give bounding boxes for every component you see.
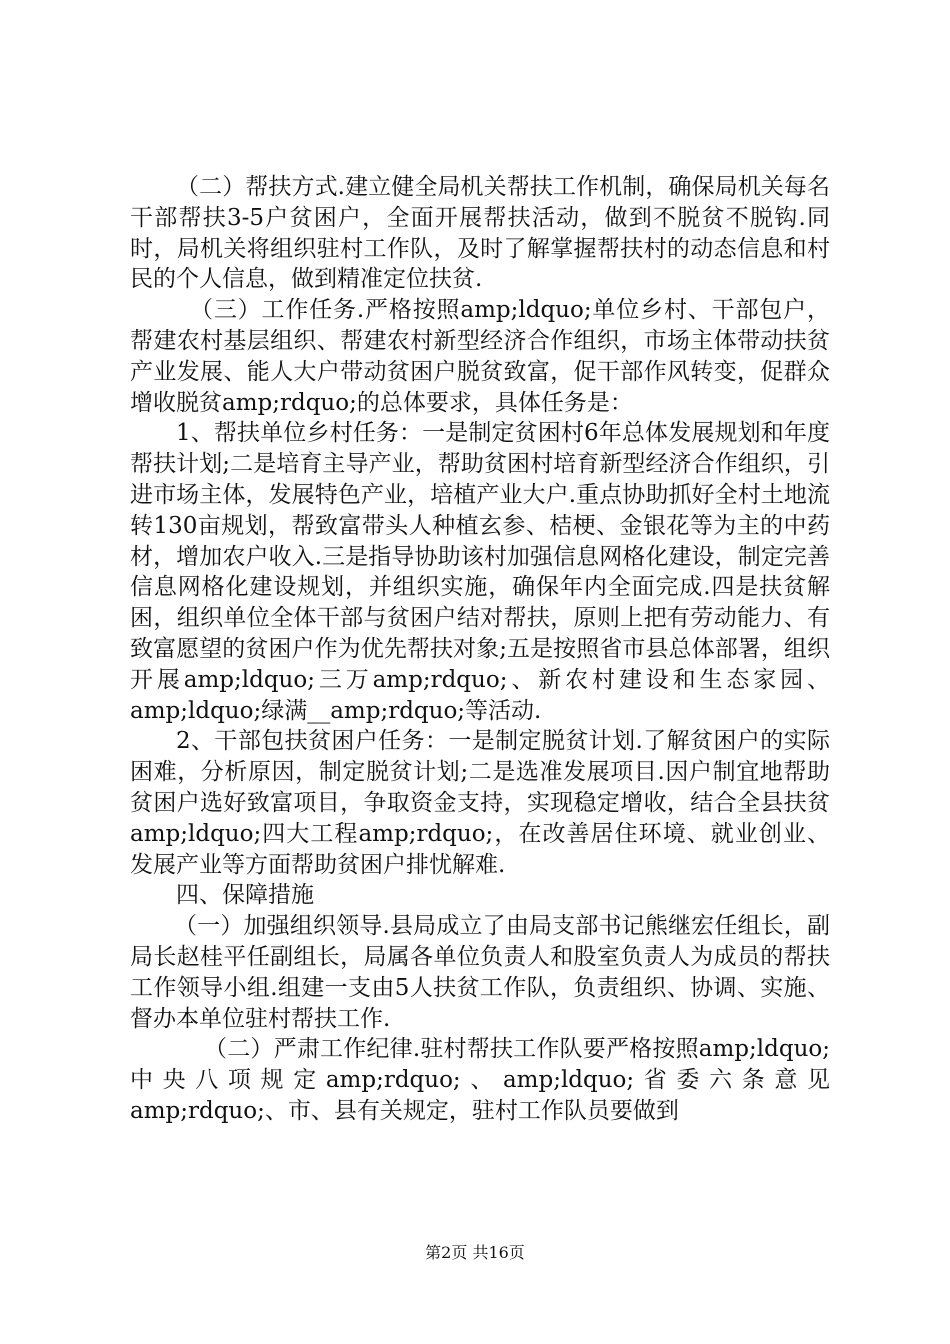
paragraph-household-tasks: 2、干部包扶贫困户任务：一是制定脱贫计划.了解贫困户的实际困难，分析原因，制定脱贫计划;二是选准发展项目.因户制宜地帮助贫困户选好致富项目，争取资金支持，实现稳定增收，结合全县扶贫amp;ldquo;四大工程amp;rdquo;，在改善居住环境、就业创业、发展产业等方面帮助贫困户排忧解难. <box>130 728 830 878</box>
paragraph-work-discipline: （二）严肃工作纪律.驻村帮扶工作队要严格按照amp;ldquo;中央八项规定amp;rdquo;、amp;ldquo;省委六条意见amp;rdquo;、市、县有关规定，驻村工作队员要做到 <box>130 1036 830 1124</box>
paragraph-help-method: （二）帮扶方式.建立健全局机关帮扶工作机制，确保局机关每名干部帮扶3-5户贫困户，全面开展帮扶活动，做到不脱贫不脱钩.同时，局机关将组织驻村工作队，及时了解掌握帮扶村的动态信息和村民的个人信息，做到精准定位扶贫. <box>130 174 830 293</box>
paragraph-organization-leadership: （一）加强组织领导.县局成立了由局支部书记熊继宏任组长，副局长赵桂平任副组长，局属各单位负责人和股室负责人为成员的帮扶工作领导小组.组建一支由5人扶贫工作队，负责组织、协调、实施、督办本单位驻村帮扶工作. <box>130 913 830 1032</box>
paragraph-village-tasks: 1、帮扶单位乡村任务：一是制定贫困村6年总体发展规划和年度帮扶计划;二是培育主导产业，帮助贫困村培育新型经济合作组织，引进市场主体，发展特色产业，培植产业大户.重点协助抓好全村土地流转130亩规划，帮致富带头人种植玄参、桔梗、金银花等为主的中药材，增加农户收入.三是指导协助该村加强信息网格化建设，制定完善信息网格化建设规划，并组织实施，确保年内全面完成.四是扶贫解困，组织单位全体干部与贫困户结对帮扶，原则上把有劳动能力、有致富愿望的贫困户作为优先帮扶对象;五是按照省市县总体部署，组织开展amp;ldquo;三万amp;rdquo;、新农村建设和生态家园、amp;ldquo;绿满__amp;rdquo;等活动. <box>130 420 830 724</box>
section-heading-safeguards: 四、保障措施 <box>176 882 314 909</box>
document-body <box>130 172 830 1127</box>
paragraph-work-tasks: （三）工作任务.严格按照amp;ldquo;单位乡村、干部包户，帮建农村基层组织、帮建农村新型经济合作组织，市场主体带动扶贫产业发展、能人大户带动贫困户脱贫致富，促干部作风转变，促群众增收脱贫amp;rdquo;的总体要求，具体任务是： <box>130 297 830 416</box>
page-number: 第2页 共16页 <box>425 1243 525 1262</box>
